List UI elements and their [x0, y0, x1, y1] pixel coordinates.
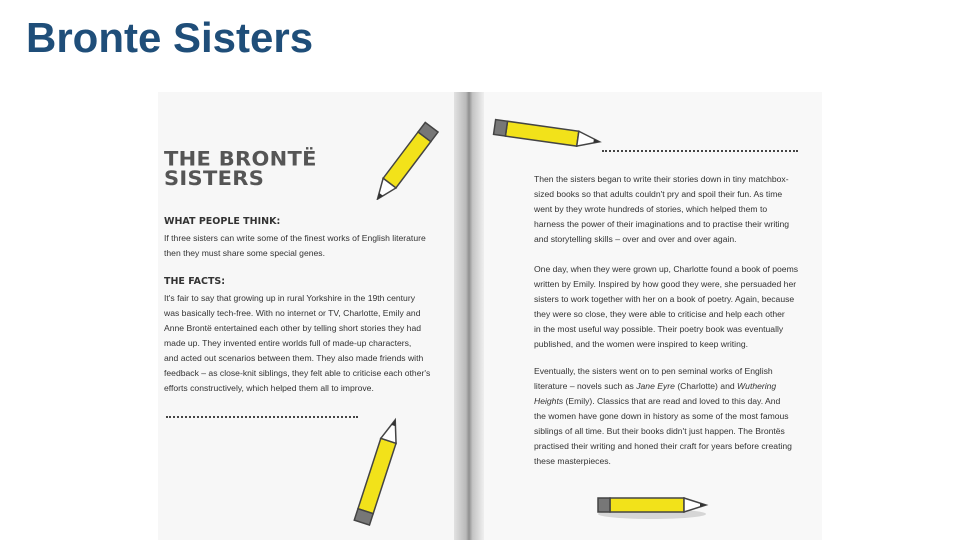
the-facts-heading: THE FACTS: [164, 276, 226, 287]
right-paragraph-1 [534, 172, 820, 247]
dotted-pencil-trail-left [166, 416, 358, 418]
book-heading-line1: THE BRONTË [164, 148, 317, 171]
text-line: sized books so that adults couldn't pry and spoil their fun. As time [534, 189, 783, 199]
text-line: efforts constructively, which helped them all to improve. [164, 383, 374, 393]
right-page [484, 92, 822, 540]
book-spread-image [158, 92, 822, 540]
dotted-pencil-trail-right [602, 150, 798, 152]
text-line: went by they wrote hundreds of stories, which helped them to [534, 204, 768, 214]
text-line [534, 394, 820, 409]
text-run: literature – novels such as [534, 381, 637, 391]
left-page [158, 92, 454, 540]
book-title-jane-eyre: Jane Eyre [636, 381, 675, 391]
text-line: and storytelling skills – over and over and over again. [534, 234, 737, 244]
text-line: the women have gone down in history as some of the most famous [534, 411, 789, 421]
text-line: these masterpieces. [534, 456, 611, 466]
text-line: written by Emily. Inspired by how good they were, she persuaded her [534, 279, 797, 289]
text-line: siblings of all time. But their books didn't just happen. The Brontës [534, 426, 785, 436]
text-line: sisters to work together with her on a book of poetry. Again, because [534, 294, 795, 304]
text-line: It's fair to say that growing up in rural Yorkshire in the 19th century [164, 293, 415, 303]
book-spine [454, 92, 484, 540]
right-paragraph-2 [534, 262, 820, 352]
text-line: Eventually, the sisters went on to pen seminal works of English [534, 366, 773, 376]
the-facts-text [164, 291, 454, 396]
pencil-icon [488, 110, 608, 160]
text-line: harness the power of their imaginations and to practise their writing [534, 219, 790, 229]
text-line: published, and the women were inspired to keep writing. [534, 339, 749, 349]
text-line: If three sisters can write some of the finest works of English literature [164, 233, 426, 243]
book-title-heights: Heights [534, 396, 564, 406]
what-people-think-heading: WHAT PEOPLE THINK: [164, 216, 281, 227]
text-line: made up. They invented entire worlds full of made-up characters, [164, 338, 412, 348]
text-line: then they must share some special genes. [164, 248, 325, 258]
pencil-icon [592, 486, 712, 526]
pencil-icon [342, 410, 412, 542]
what-people-think-text [164, 231, 454, 261]
text-line [534, 379, 820, 394]
book-heading-line2: SISTERS [164, 167, 265, 190]
text-line: feedback – as close-knit siblings, they felt able to criticise each other's [164, 368, 431, 378]
book-heading [164, 150, 324, 189]
pencil-icon [370, 96, 462, 200]
text-line: and acted out scenarios between them. They also made friends with [164, 353, 424, 363]
book-title-wuthering: Wuthering [737, 381, 777, 391]
right-paragraph-3 [534, 364, 820, 469]
text-run: (Charlotte) and [674, 381, 738, 391]
text-line: One day, when they were grown up, Charlotte found a book of poems [534, 264, 799, 274]
text-line: they were so close, they were able to criticise and help each other [534, 309, 785, 319]
text-line: in the most useful way possible. Their poetry book was eventually [534, 324, 784, 334]
text-line: practised their writing and honed their craft for years before creating [534, 441, 792, 451]
text-line: Anne Brontë entertained each other by telling short stories they had [164, 323, 422, 333]
text-run: (Emily). Classics that are read and loved to this day. And [563, 396, 781, 406]
text-line: Then the sisters began to write their stories down in tiny matchbox- [534, 174, 789, 184]
slide-title: Bronte Sisters [26, 14, 314, 61]
text-line: was basically tech-free. With no internet or TV, Charlotte, Emily and [164, 308, 421, 318]
